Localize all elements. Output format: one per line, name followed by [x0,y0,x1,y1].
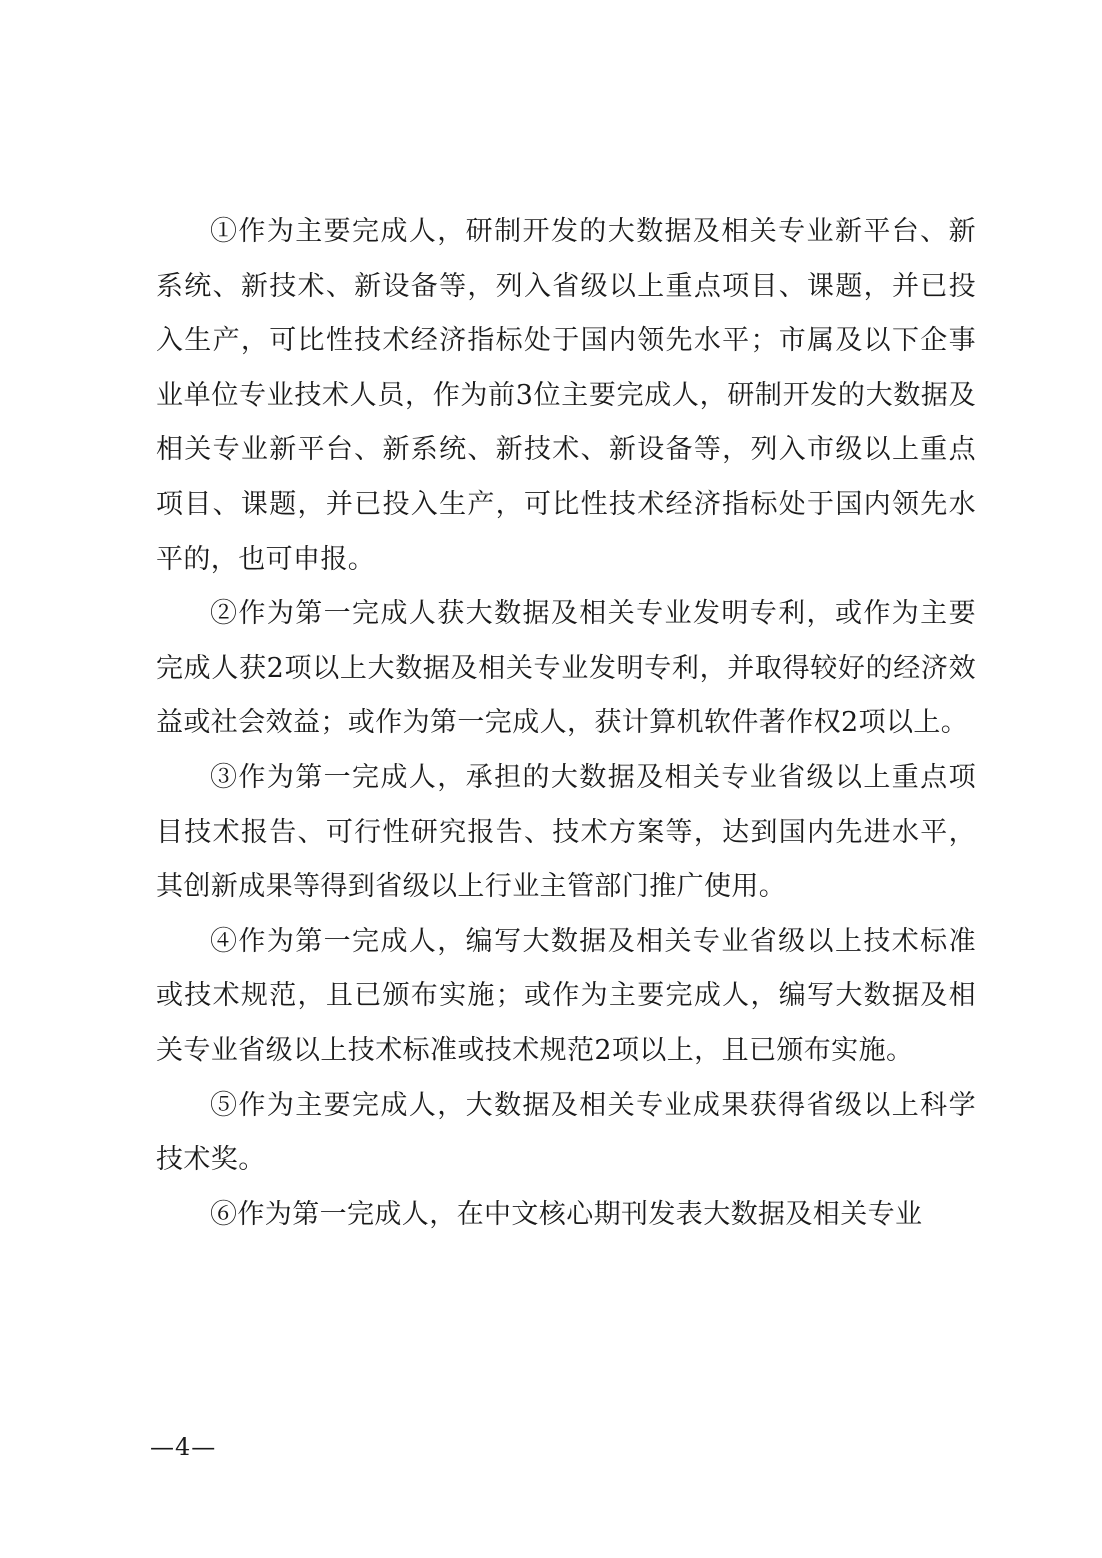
paragraph-5: ⑤作为主要完成人，大数据及相关专业成果获得省级以上科学技术奖。 [156,1089,976,1176]
paragraph-4: ④作为第一完成人，编写大数据及相关专业省级以上技术标准或技术规范，且已颁布实施；或作为主要完成人，编写大数据及相关专业省级以上技术标准或技术规范2项以上，且已颁布实施。 [156,925,976,1066]
paragraph-3: ③作为第一完成人，承担的大数据及相关专业省级以上重点项目技术报告、可行性研究报告、技术方案等，达到国内先进水平，其创新成果等得到省级以上行业主管部门推广使用。 [156,761,976,903]
paragraph-1: ①作为主要完成人，研制开发的大数据及相关专业新平台、新系统、新技术、新设备等，列入省级以上重点项目、课题，并已投入生产，可比性技术经济指标处于国内领先水平；市属及以下企事业单位专业技术人员，作为前3位主要完成人，研制开发的大数据及相关专业新平台、新系统、新技术、新设备等，列入市级以上重点项目、课题，并已投入生产，可比性技术经济指标处于国内领先水平的，也可申报。 [156,216,976,575]
document-body [156,205,976,1242]
paragraph-2: ②作为第一完成人获大数据及相关专业发明专利，或作为主要完成人获2项以上大数据及相关专业发明专利，并取得较好的经济效益或社会效益；或作为第一完成人，获计算机软件著作权2项以上。 [156,598,976,739]
paragraph-6: ⑥作为第一完成人，在中文核心期刊发表大数据及相关专业 [210,1198,923,1230]
page-number: —4— [150,1433,217,1461]
